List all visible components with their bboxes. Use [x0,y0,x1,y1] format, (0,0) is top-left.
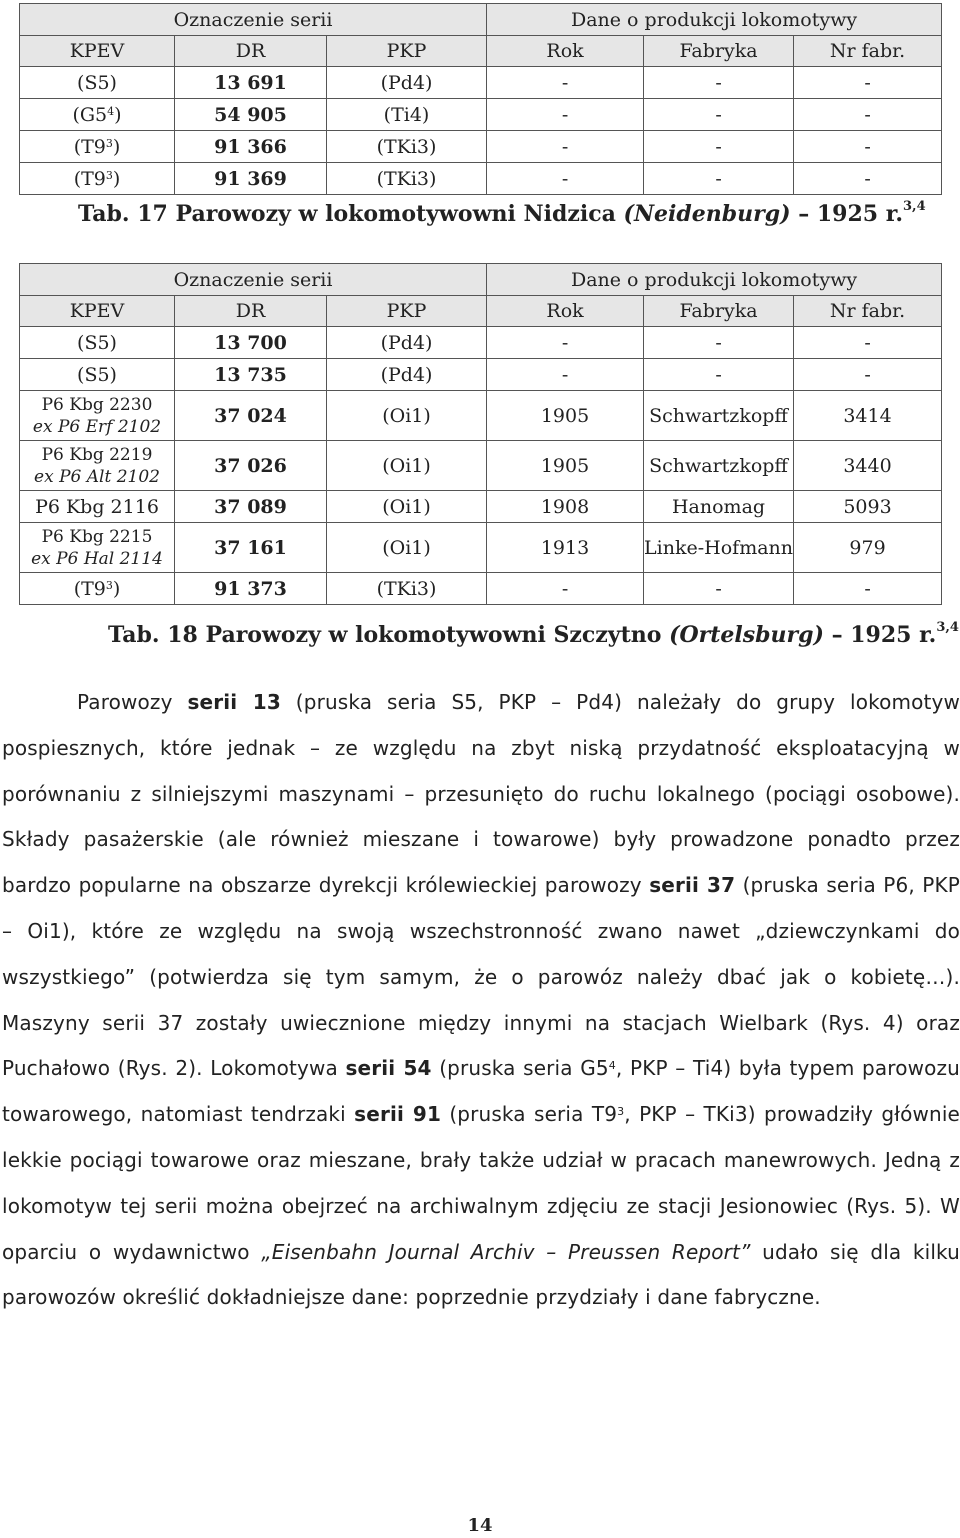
cell-dr: 37 161 [175,523,327,573]
table-caption-17: Tab. 17 Parowozy w lokomotywowni Nidzica (Neidenburg) – 1925 r.$^{3,4}$ [78,199,926,227]
cell-pkp: (Oi1) [327,491,487,523]
text-run: , PKP – Ti4) była typem parowozu towarowego, natomiast tendrzaki [2,1056,960,1127]
column-header: KPEV [20,296,175,327]
cell-rok: 1905 [487,441,644,491]
table-szczytno [19,263,942,605]
kpev-sup: 3 [105,168,113,182]
cell-kpev [20,573,175,605]
table-nidzica [19,3,942,195]
cell-nr: - [794,573,942,605]
text-run: serii 37 [649,873,736,898]
column-header: Nr fabr. [794,296,942,327]
cell-rok: 1908 [487,491,644,523]
kpev-name: (S5) [77,71,117,94]
table-row [20,99,942,131]
kpev-close: ) [112,167,121,190]
text-run: „Eisenbahn Journal Archiv – Preussen Report” [261,1239,751,1264]
table-row [20,67,942,99]
kpev-name: (T9 [73,135,106,158]
cell-pkp: (Ti4) [327,99,487,131]
kpev-ex: ex P6 Hal 2114 [31,548,163,569]
cell-kpev [20,391,175,441]
cell-kpev [20,359,175,391]
kpev-name: P6 Kbg 2116 [35,495,159,518]
cell-fabryka: - [644,359,794,391]
cell-pkp: (TKi3) [327,131,487,163]
cell-dr: 13 700 [175,327,327,359]
cell-kpev [20,67,175,99]
text-run: (pruska seria P6, PKP – Oi1), które ze względu na swoją wszechstronność zwano nawet „dziewczynkami do wszystkiego” (potwierdza się tym samym, że o parowóz należy dbać jak o kobietę…). Maszyny serii 37 zostały uwiecznione między innymi na stacjach Wielbark (Rys. 4) oraz Puchałowo (Rys. 2). Lokomotywa [2,873,960,1081]
cell-rok: - [487,327,644,359]
cell-nr: - [794,131,942,163]
table-row [20,327,942,359]
text-run: serii 54 [345,1056,432,1081]
text-run: (pruska seria T9 [441,1102,618,1127]
kpev-name: (S5) [77,331,117,354]
table-row [20,441,942,491]
cell-dr: 54 905 [175,99,327,131]
cell-nr: - [794,67,942,99]
text-run: serii 91 [354,1102,442,1127]
column-header: Rok [487,296,644,327]
kpev-close: ) [112,577,121,600]
cell-dr: 91 366 [175,131,327,163]
kpev-name: (G5 [72,103,108,126]
group-header-production: Dane o produkcji lokomotywy [487,264,942,296]
cell-fabryka: - [644,163,794,195]
kpev-name: P6 Kbg 2215 [41,526,153,547]
cell-pkp: (Pd4) [327,359,487,391]
kpev-ex: ex P6 Erf 2102 [32,416,162,437]
text-run: 4 [608,1059,616,1073]
cell-kpev [20,441,175,491]
column-header: Fabryka [644,36,794,67]
cell-fabryka: - [644,327,794,359]
column-header: Fabryka [644,296,794,327]
text-run: 3 [617,1105,625,1119]
cell-nr: - [794,163,942,195]
cell-nr: 3440 [794,441,942,491]
table-row [20,391,942,441]
text-run: udało się dla kilku parowozów określić dokładniejsze dane: poprzednie przydziały i dane fabryczne. [2,1239,960,1310]
cell-kpev [20,131,175,163]
column-header: DR [175,36,327,67]
table-row [20,359,942,391]
kpev-name: (S5) [77,363,117,386]
cell-kpev [20,327,175,359]
table-row [20,131,942,163]
cell-kpev [20,99,175,131]
cell-rok: - [487,163,644,195]
cell-kpev [20,523,175,573]
text-run: (pruska seria G5 [431,1056,609,1081]
cell-fabryka: - [644,67,794,99]
cell-pkp: (Pd4) [327,67,487,99]
cell-dr: 13 691 [175,67,327,99]
cell-pkp: (TKi3) [327,163,487,195]
kpev-sup: 4 [107,104,115,118]
kpev-name: P6 Kbg 2219 [41,444,153,465]
cell-fabryka: Schwartzkopff [644,441,794,491]
table-row [20,163,942,195]
cell-dr: 37 089 [175,491,327,523]
group-header-production: Dane o produkcji lokomotywy [487,4,942,36]
cell-fabryka: Linke-Hofmann [644,523,794,573]
kpev-name: P6 Kbg 2230 [41,394,153,415]
cell-pkp: (Oi1) [327,441,487,491]
cell-nr: 979 [794,523,942,573]
body-text [2,680,960,1321]
table-row [20,573,942,605]
kpev-close: ) [114,103,122,126]
column-header: KPEV [20,36,175,67]
cell-pkp: (Oi1) [327,523,487,573]
cell-nr: - [794,327,942,359]
cell-rok: 1905 [487,391,644,441]
column-header: Nr fabr. [794,36,942,67]
cell-dr: 37 024 [175,391,327,441]
cell-fabryka: Hanomag [644,491,794,523]
cell-dr: 37 026 [175,441,327,491]
column-header: PKP [327,36,487,67]
cell-nr: 5093 [794,491,942,523]
kpev-name: (T9 [73,577,106,600]
cell-pkp: (TKi3) [327,573,487,605]
cell-rok: - [487,573,644,605]
kpev-sup: 3 [105,578,113,592]
kpev-name: (T9 [73,167,106,190]
cell-pkp: (Pd4) [327,327,487,359]
cell-rok: - [487,131,644,163]
cell-nr: - [794,359,942,391]
cell-nr: 3414 [794,391,942,441]
kpev-ex: ex P6 Alt 2102 [34,466,160,487]
group-header-series: Oznaczenie serii [20,264,487,296]
column-header: DR [175,296,327,327]
kpev-sup: 3 [105,136,113,150]
cell-dr: 91 373 [175,573,327,605]
text-run: , PKP – TKi3) prowadziły głównie lekkie pociągi towarowe oraz mieszane, brały także udział w pracach manewrowych. Jedną z lokomotyw tej serii można obejrzeć na archiwalnym zdjęciu ze stacji Jesionowiec (Rys. 5). W oparciu o wydawnictwo [2,1102,960,1264]
text-run: Parowozy [77,690,188,714]
cell-dr: 91 369 [175,163,327,195]
cell-fabryka: - [644,573,794,605]
page-number: 14 [467,1515,493,1536]
table-row [20,523,942,573]
text-run: (pruska seria S5, PKP – Pd4) należały do grupy lokomotyw pospiesznych, które jednak – ze względu na zbyt niską przydatność eksploatacyjną w porównaniu z silniejszymi maszynami – przesunięto do ruchu lokalnego (pociągi osobowe). Składy pasażerskie (ale również mieszane i towarowe) były prowadzone ponadto przez bardzo popularne na obszarze dyrekcji królewieckiej parowozy [2,690,960,898]
kpev-close: ) [112,135,121,158]
cell-nr: - [794,99,942,131]
cell-rok: 1913 [487,523,644,573]
cell-rok: - [487,67,644,99]
table-caption-18: Tab. 18 Parowozy w lokomotywowni Szczytno (Ortelsburg) – 1925 r.$^{3,4}$ [108,620,959,648]
cell-kpev [20,163,175,195]
cell-rok: - [487,99,644,131]
cell-fabryka: - [644,131,794,163]
column-header: Rok [487,36,644,67]
cell-kpev [20,491,175,523]
cell-pkp: (Oi1) [327,391,487,441]
cell-fabryka: Schwartzkopff [644,391,794,441]
group-header-series: Oznaczenie serii [20,4,487,36]
cell-dr: 13 735 [175,359,327,391]
paragraph [2,680,960,1321]
cell-fabryka: - [644,99,794,131]
cell-rok: - [487,359,644,391]
table-row [20,491,942,523]
column-header: PKP [327,296,487,327]
text-run: serii 13 [187,690,281,714]
